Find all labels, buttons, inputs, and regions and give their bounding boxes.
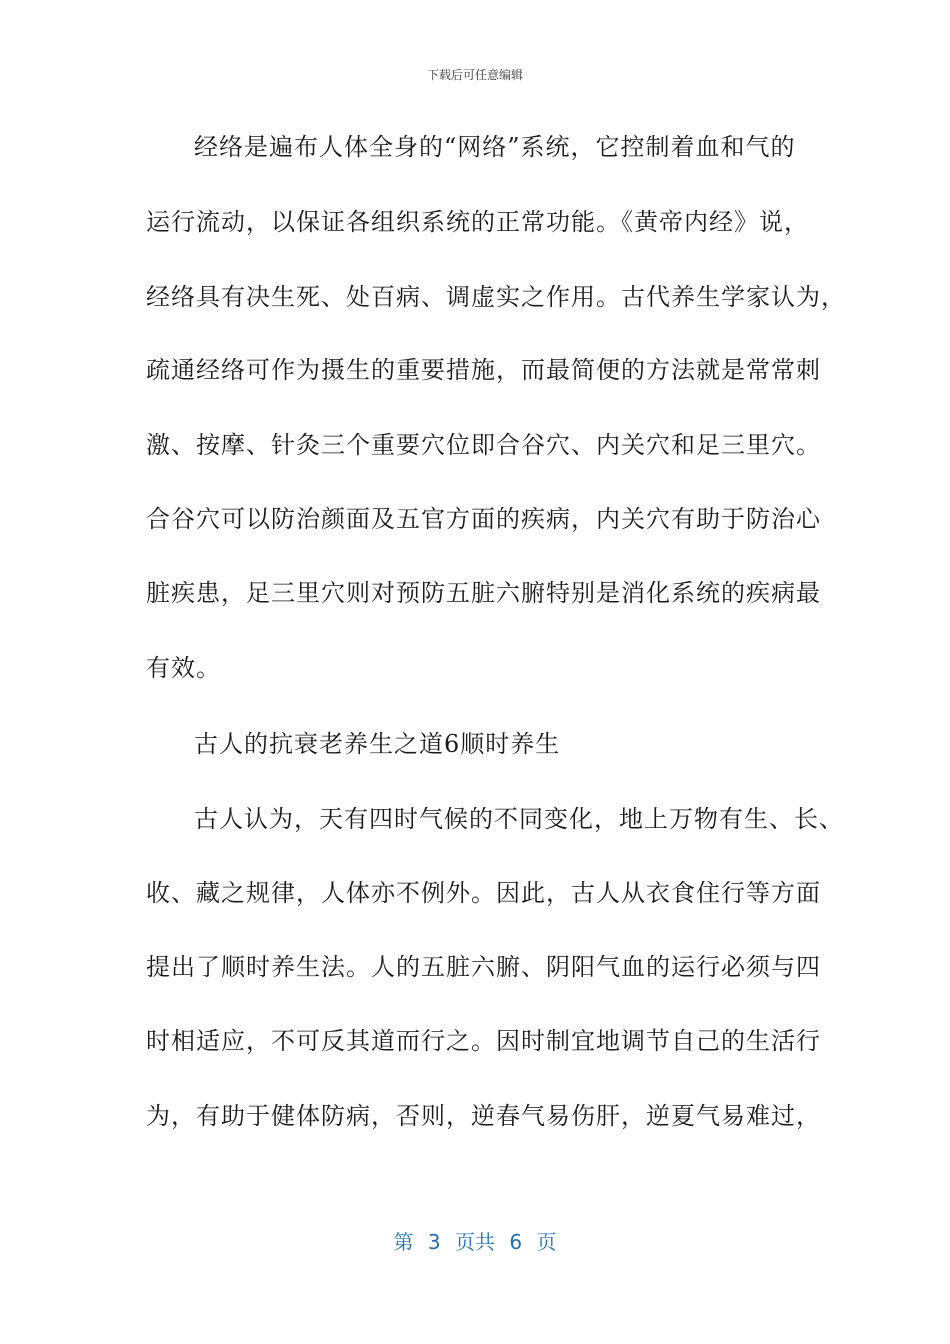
paragraph-line: 提出了顺时养生法。人的五脏六腑、阴阳气血的运行必须与四 [146,953,821,981]
paragraph-line: 经络具有决生死、处百病、调虚实之作用。古代养生学家认为， [146,283,846,311]
header-note: 下载后可任意编辑 [426,68,523,82]
section-heading: 古人的抗衰老养生之道6顺时养生 [194,730,561,758]
footer-label-end: 页 [536,1230,557,1254]
paragraph-line: 激、按摩、针灸三个重要穴位即合谷穴、内关穴和足三里穴。 [146,431,821,459]
paragraph-line: 收、藏之规律，人体亦不例外。因此，古人从衣食住行等方面 [146,879,821,907]
page-footer [0,1226,950,1255]
paragraph-line: 合谷穴可以防治颜面及五官方面的疾病，内关穴有助于防治心 [146,505,821,533]
footer-total-pages: 6 [509,1230,523,1254]
footer-current-page: 3 [427,1230,441,1254]
paragraph-line: 脏疾患，足三里穴则对预防五脏六腑特别是消化系统的疾病最 [146,579,821,607]
paragraph-line: 有效。 [146,654,221,682]
footer-label-page: 第 [393,1230,414,1254]
paragraph-line: 时相适应，不可反其道而行之。因时制宜地调节自己的生活行 [146,1027,821,1055]
paragraph-line: 疏通经络可作为摄生的重要措施，而最简便的方法就是常常刺 [146,356,821,384]
paragraph-line: 为，有助于健体防病，否则，逆春气易伤肝，逆夏气易难过， [146,1102,821,1130]
paragraph-line: 运行流动，以保证各组织系统的正常功能。《黄帝内经》说， [146,208,809,236]
footer-label-of: 页共 [455,1230,495,1254]
paragraph-line: 经络是遍布人体全身的“网络”系统，它控制着血和气的 [194,133,796,161]
paragraph-line: 古人认为，天有四时气候的不同变化，地上万物有生、长、 [194,805,844,833]
